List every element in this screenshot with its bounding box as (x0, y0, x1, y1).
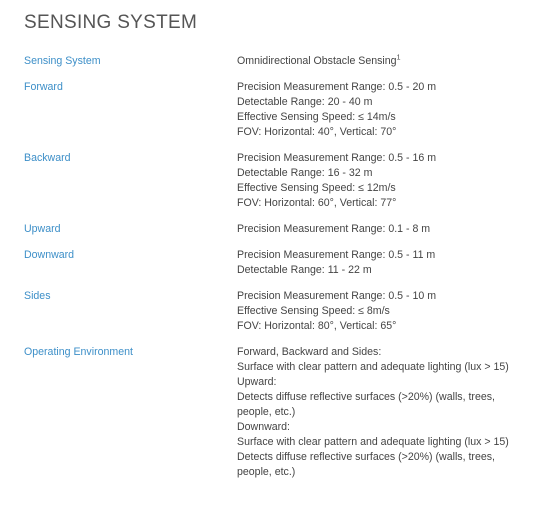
spec-value-line (237, 196, 529, 211)
spec-table-body (24, 54, 529, 491)
spec-value (237, 345, 529, 491)
spec-value-line (237, 151, 529, 166)
spec-row (24, 289, 529, 345)
spec-value-text: Upward: (237, 376, 277, 388)
spec-label: Backward (24, 152, 71, 164)
spec-value-line (237, 304, 529, 319)
spec-value-line (237, 166, 529, 181)
spec-value-text: Effective Sensing Speed: ≤ 8m/s (237, 305, 390, 317)
spec-value-line (237, 125, 529, 140)
spec-value-text: Precision Measurement Range: 0.5 - 10 m (237, 290, 437, 302)
spec-value-line (237, 465, 529, 480)
spec-value-text: Detectable Range: 11 - 22 m (237, 264, 372, 276)
spec-value-line (237, 390, 529, 405)
spec-label: Upward (24, 223, 61, 235)
spec-row (24, 345, 529, 491)
spec-value-text: Detects diffuse reflective surfaces (>20%) (walls, trees, (237, 391, 495, 403)
spec-value (237, 80, 529, 151)
spec-value-text: Downward: (237, 421, 290, 433)
spec-value (237, 54, 529, 80)
spec-value (237, 151, 529, 222)
spec-value-text: Effective Sensing Speed: ≤ 14m/s (237, 111, 396, 123)
spec-value-text: Precision Measurement Range: 0.1 - 8 m (237, 223, 431, 235)
spec-value-text: Effective Sensing Speed: ≤ 12m/s (237, 182, 396, 194)
section-title: SENSING SYSTEM (24, 12, 198, 33)
spec-value-text: Detectable Range: 20 - 40 m (237, 96, 373, 108)
spec-label: Sensing System (24, 55, 101, 67)
spec-value-line (237, 450, 529, 465)
spec-label: Sides (24, 290, 51, 302)
spec-value-text: Surface with clear pattern and adequate lighting (lux > 15) (237, 361, 509, 373)
spec-value-line (237, 54, 529, 69)
spec-value-line (237, 420, 529, 435)
spec-value-text: people, etc.) (237, 406, 296, 418)
spec-value-line (237, 345, 529, 360)
spec-row (24, 248, 529, 289)
spec-value-line (237, 405, 529, 420)
spec-value-line (237, 80, 529, 95)
spec-value-text: Precision Measurement Range: 0.5 - 16 m (237, 152, 437, 164)
spec-value-line (237, 222, 529, 237)
spec-table (24, 54, 529, 491)
spec-value-line (237, 263, 529, 278)
spec-value-text: Detectable Range: 16 - 32 m (237, 167, 373, 179)
spec-value-text: Omnidirectional Obstacle Sensing (237, 55, 397, 67)
spec-value-line (237, 360, 529, 375)
spec-label: Operating Environment (24, 346, 133, 358)
spec-value-text: FOV: Horizontal: 80°, Vertical: 65° (237, 320, 397, 332)
spec-value-text: FOV: Horizontal: 40°, Vertical: 70° (237, 126, 397, 138)
footnote-marker: 1 (396, 54, 401, 62)
spec-label: Forward (24, 81, 63, 93)
spec-value-line (237, 110, 529, 125)
spec-value-text: Precision Measurement Range: 0.5 - 11 m (237, 249, 436, 261)
spec-row (24, 80, 529, 151)
spec-value-line (237, 319, 529, 334)
spec-value (237, 222, 529, 248)
spec-value-line (237, 95, 529, 110)
spec-value-text: Surface with clear pattern and adequate lighting (lux > 15) (237, 436, 509, 448)
spec-row (24, 151, 529, 222)
spec-label: Downward (24, 249, 75, 261)
spec-value-line (237, 375, 529, 390)
spec-row (24, 54, 529, 80)
spec-value-text: people, etc.) (237, 466, 296, 478)
spec-value-line (237, 289, 529, 304)
spec-value-line (237, 248, 529, 263)
spec-value (237, 289, 529, 345)
spec-value-text: Precision Measurement Range: 0.5 - 20 m (237, 81, 437, 93)
spec-value-line (237, 181, 529, 196)
spec-value-line (237, 435, 529, 450)
spec-value-text: Detects diffuse reflective surfaces (>20%) (walls, trees, (237, 451, 495, 463)
spec-value (237, 248, 529, 289)
spec-row (24, 222, 529, 248)
spec-value-text: Forward, Backward and Sides: (237, 346, 382, 358)
spec-value-text: FOV: Horizontal: 60°, Vertical: 77° (237, 197, 397, 209)
